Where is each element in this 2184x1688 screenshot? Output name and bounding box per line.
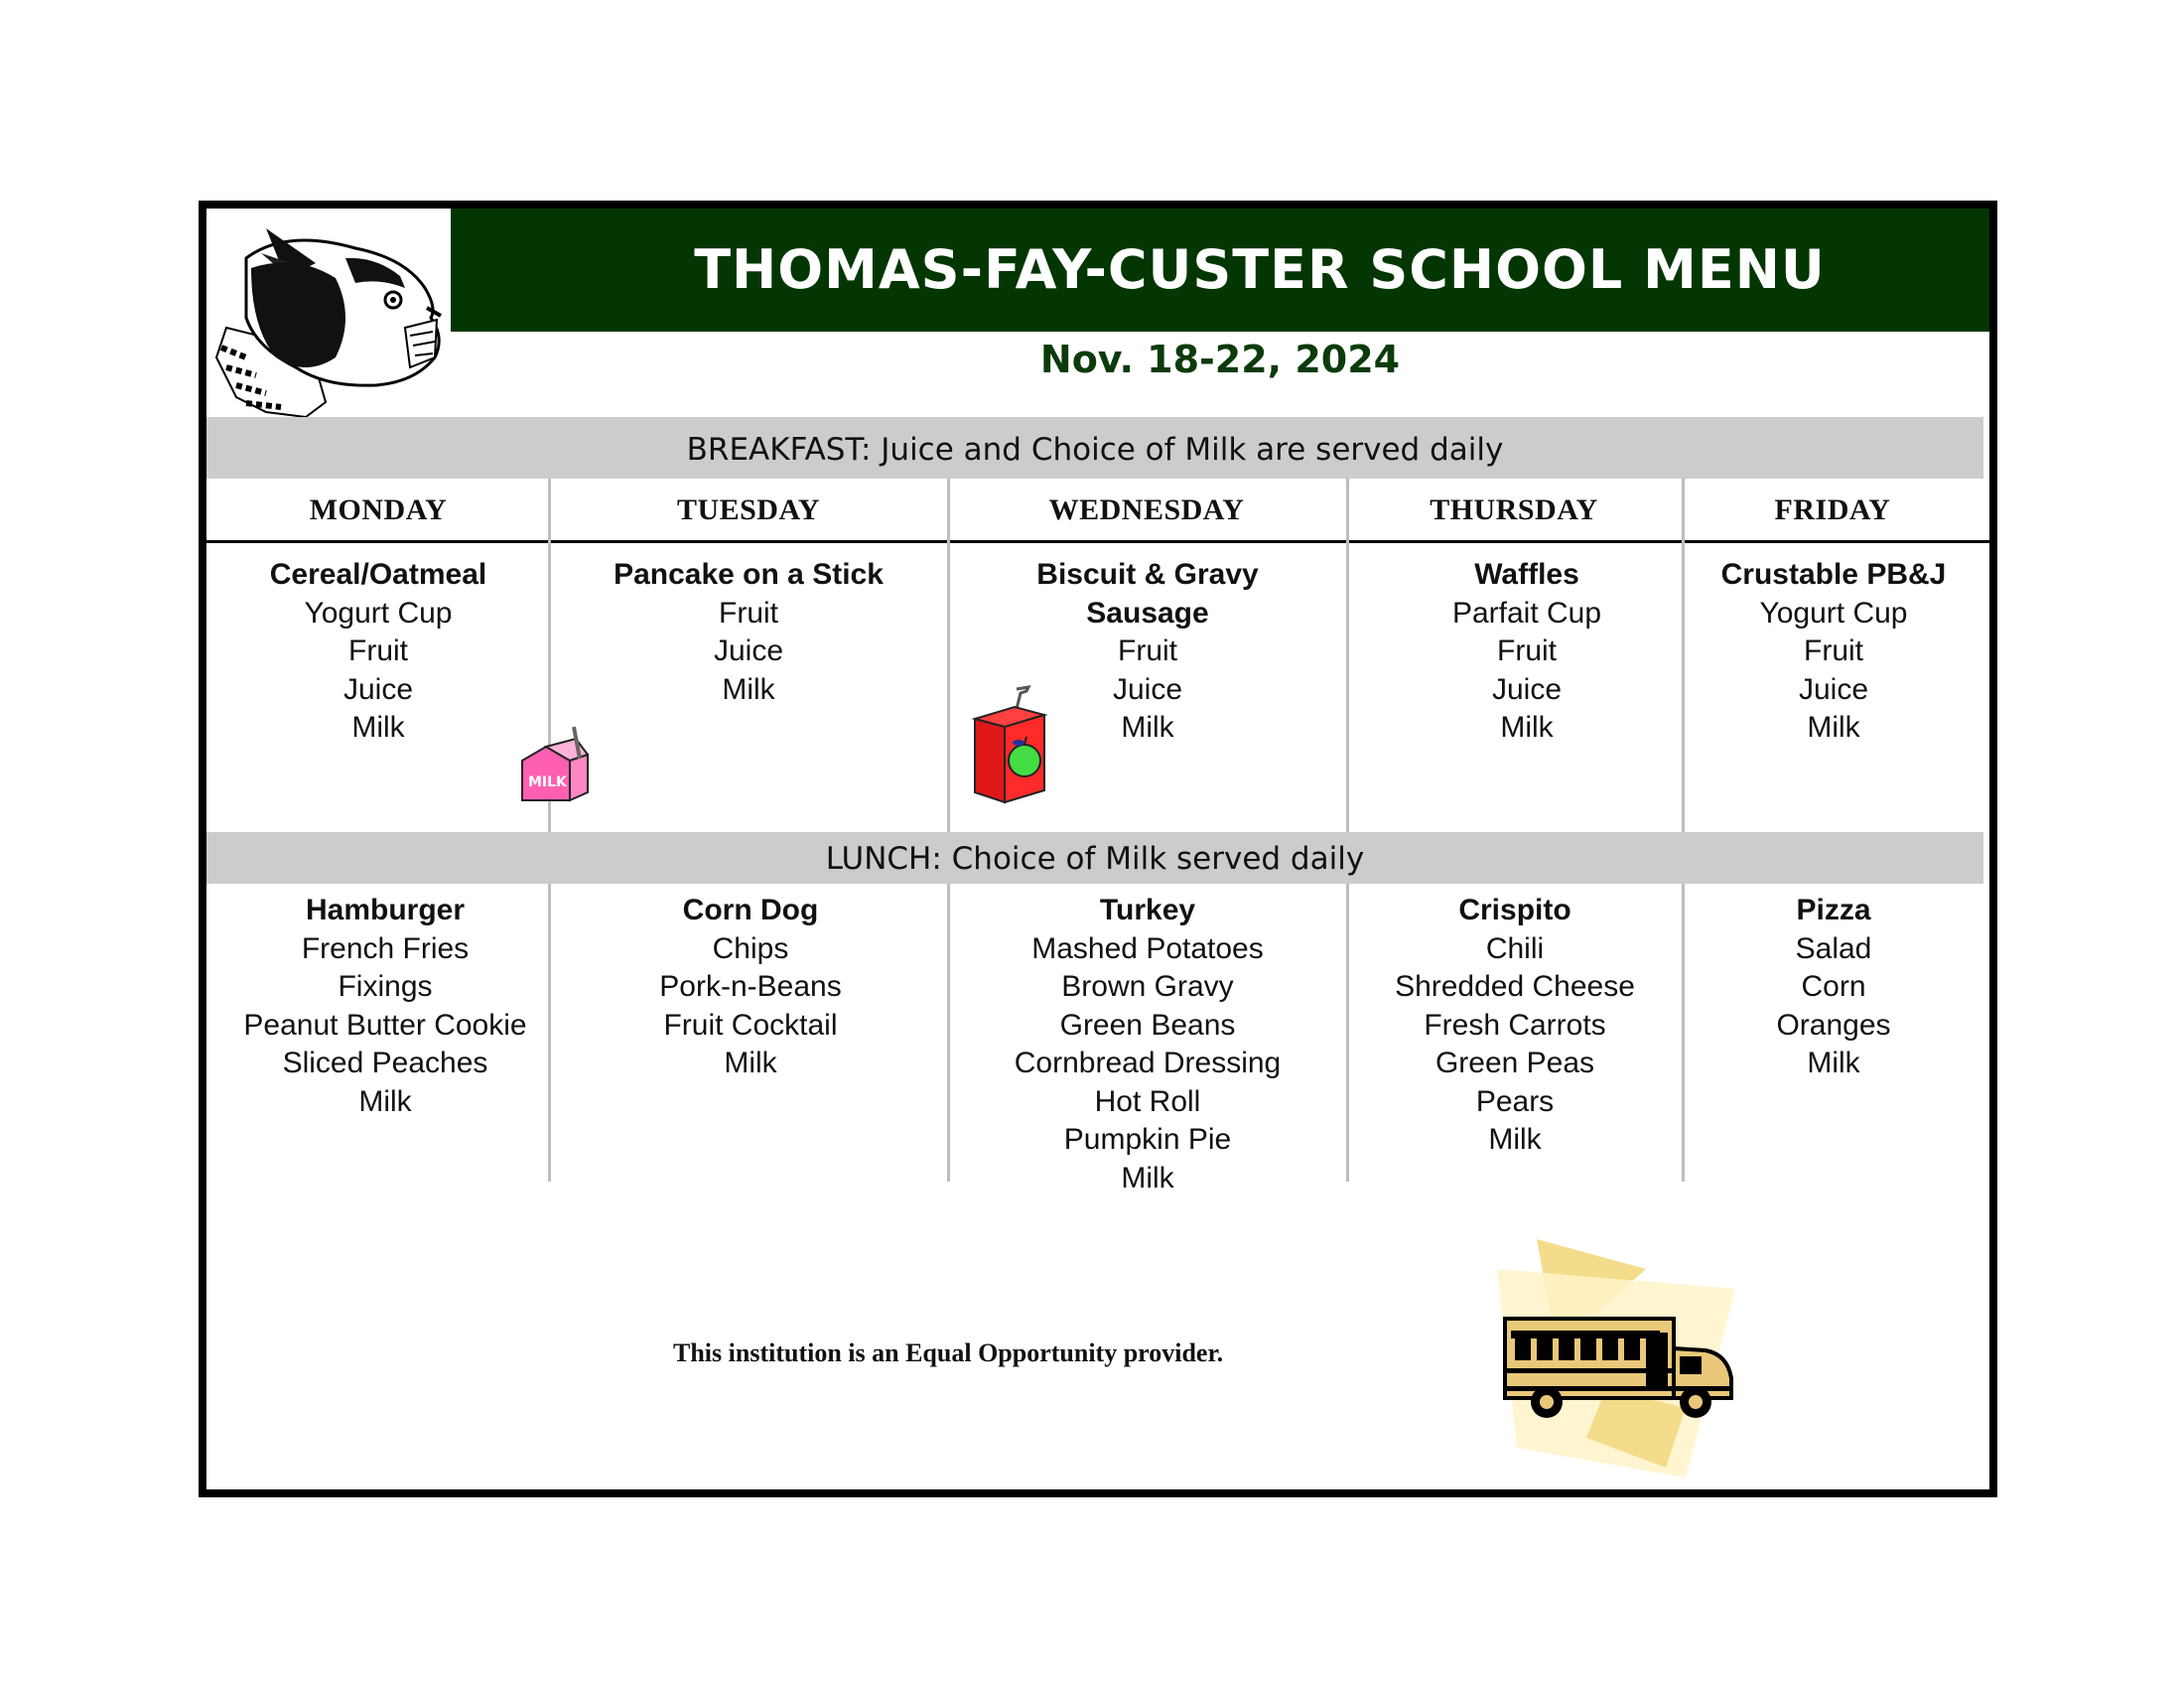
menu-item: Fruit [719, 596, 778, 630]
menu-item: Cornbread Dressing [1014, 1047, 1282, 1079]
menu-item: Mashed Potatoes [1031, 931, 1264, 965]
day-header-thursday: THURSDAY [1430, 493, 1598, 526]
menu-item: Brown Gravy [1061, 970, 1234, 1003]
breakfast-main-item: Biscuit & Gravy [1036, 558, 1259, 591]
milk-carton-label: MILK [528, 774, 567, 790]
header-divider [206, 540, 1989, 543]
menu-item: Fruit [1118, 634, 1177, 667]
menu-item: Juice [1491, 672, 1563, 706]
menu-item: Juice [1112, 672, 1183, 706]
breakfast-monday [206, 556, 550, 748]
menu-item: Sliced Peaches [282, 1047, 488, 1079]
menu-item: Chips [712, 931, 789, 965]
title-bar [451, 209, 1989, 332]
menu-item: Pears [1475, 1084, 1555, 1118]
menu-item: Milk [351, 711, 405, 744]
equal-opportunity-statement: This institution is an Equal Opportunity provider. [673, 1338, 1224, 1367]
menu-item: Fruit [348, 634, 408, 667]
lunch-main-item: Corn Dog [682, 894, 819, 926]
menu-item: Fixings [338, 970, 433, 1003]
school-bus-icon [1497, 1239, 1745, 1477]
breakfast-main-item: Cereal/Oatmeal [269, 558, 487, 591]
lunch-main-item: Hamburger [305, 894, 466, 926]
lunch-main-item: Turkey [1099, 894, 1196, 926]
page-title: THOMAS-FAY-CUSTER SCHOOL MENU [694, 238, 1826, 301]
bulldog-logo [206, 209, 451, 421]
menu-item: Shredded Cheese [1395, 970, 1635, 1003]
menu-item: Chili [1485, 931, 1545, 965]
menu-item: Juice [342, 672, 414, 706]
menu-item: Fruit [1804, 634, 1863, 667]
menu-item: Milk [358, 1084, 412, 1118]
milk-carton-icon [516, 725, 592, 804]
menu-item: Fruit Cocktail [663, 1008, 838, 1042]
menu-item: French Fries [301, 931, 470, 965]
menu-item: Milk [1807, 711, 1860, 744]
menu-item: Fresh Carrots [1424, 1008, 1606, 1042]
menu-item: Sausage [1086, 596, 1209, 630]
breakfast-band: BREAKFAST: Juice and Choice of Milk are served daily [206, 417, 1983, 479]
breakfast-tuesday [550, 556, 947, 709]
day-header-wednesday: WEDNESDAY [1048, 493, 1245, 526]
breakfast-friday [1684, 556, 1983, 748]
breakfast-main-item: Pancake on a Stick [614, 558, 884, 591]
menu-item: Pumpkin Pie [1063, 1123, 1232, 1156]
lunch-wednesday [949, 892, 1346, 1197]
menu-item: Green Peas [1434, 1047, 1595, 1079]
menu-item: Peanut Butter Cookie [243, 1008, 527, 1042]
menu-item: Fruit [1497, 634, 1557, 667]
menu-item: Pork-n-Beans [659, 970, 842, 1003]
day-header-friday: FRIDAY [1774, 493, 1891, 526]
day-header-tuesday: TUESDAY [676, 493, 821, 526]
menu-item: Milk [724, 1047, 777, 1079]
menu-item: Oranges [1776, 1008, 1891, 1042]
menu-item: Juice [1798, 672, 1869, 706]
breakfast-main-item: Crustable PB&J [1720, 558, 1947, 591]
bulldog-icon [206, 209, 451, 421]
menu-date: Nov. 18-22, 2024 [1039, 338, 1401, 381]
juice-box-icon [971, 685, 1056, 806]
menu-item: Hot Roll [1094, 1084, 1201, 1118]
lunch-main-item: Pizza [1796, 894, 1871, 926]
menu-item: Milk [1121, 711, 1174, 744]
lunch-tuesday [550, 892, 951, 1083]
menu-item: Juice [713, 634, 784, 667]
day-header-monday: MONDAY [309, 493, 448, 526]
menu-item: Milk [1121, 1161, 1174, 1195]
lunch-friday [1684, 892, 1983, 1083]
menu-item: Milk [1488, 1123, 1542, 1156]
menu-item: Salad [1795, 931, 1872, 965]
menu-item: Milk [1500, 711, 1554, 744]
menu-item: Yogurt Cup [304, 596, 453, 630]
menu-item: Yogurt Cup [1759, 596, 1908, 630]
menu-item: Milk [1807, 1047, 1860, 1079]
lunch-band: LUNCH: Choice of Milk served daily [206, 832, 1983, 884]
menu-frame [199, 201, 1997, 1497]
menu-item: Green Beans [1059, 1008, 1236, 1042]
breakfast-thursday [1348, 556, 1706, 748]
menu-item: Milk [722, 672, 775, 706]
lunch-main-item: Crispito [1458, 894, 1571, 926]
menu-item: Parfait Cup [1451, 596, 1602, 630]
lunch-thursday [1348, 892, 1682, 1160]
breakfast-main-item: Waffles [1474, 558, 1579, 591]
lunch-monday [206, 892, 564, 1121]
menu-item: Corn [1801, 970, 1866, 1003]
